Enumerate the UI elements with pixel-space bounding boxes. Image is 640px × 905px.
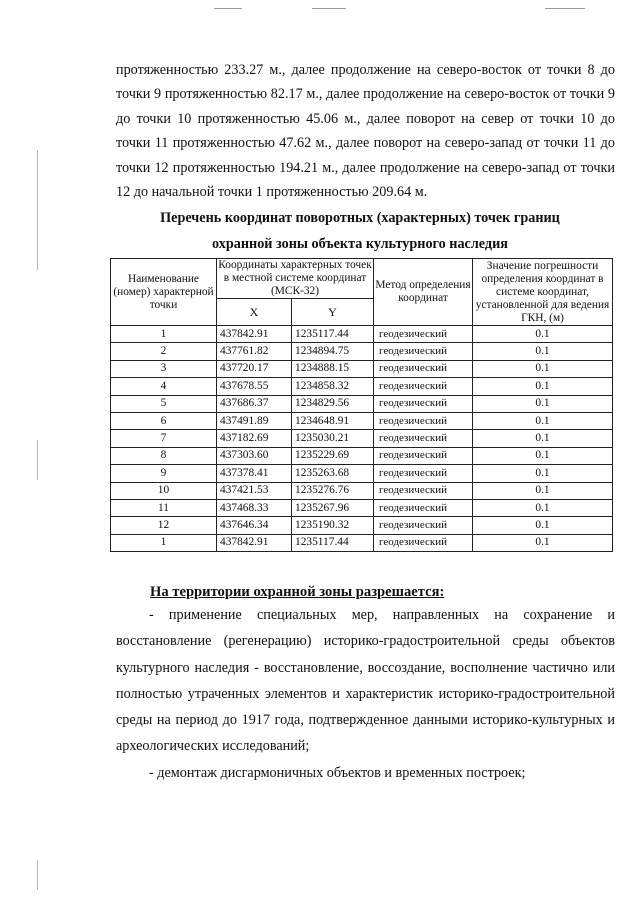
scan-mark (545, 8, 585, 9)
y-coordinate-cell: 1234858.32 (292, 378, 374, 395)
y-coordinate-cell: 1234648.91 (292, 412, 374, 429)
x-coordinate-cell: 437468.33 (217, 499, 292, 516)
accuracy-cell: 0.1 (473, 326, 613, 343)
accuracy-cell: 0.1 (473, 517, 613, 534)
method-cell: геодезический (374, 517, 473, 534)
point-number-cell: 8 (111, 447, 217, 464)
method-cell: геодезический (374, 343, 473, 360)
table-row (111, 360, 613, 377)
x-coordinate-cell: 437182.69 (217, 430, 292, 447)
scan-edge-line (37, 860, 38, 890)
x-coordinate-cell: 437491.89 (217, 412, 292, 429)
accuracy-cell: 0.1 (473, 482, 613, 499)
accuracy-cell: 0.1 (473, 465, 613, 482)
table-row (111, 343, 613, 360)
header-y: Y (292, 299, 374, 326)
method-cell: геодезический (374, 412, 473, 429)
accuracy-cell: 0.1 (473, 395, 613, 412)
point-number-cell: 2 (111, 343, 217, 360)
point-number-cell: 7 (111, 430, 217, 447)
method-cell: геодезический (374, 447, 473, 464)
point-number-cell: 10 (111, 482, 217, 499)
scan-mark (312, 8, 346, 9)
x-coordinate-cell: 437678.55 (217, 378, 292, 395)
y-coordinate-cell: 1235267.96 (292, 499, 374, 516)
point-number-cell: 9 (111, 465, 217, 482)
header-x: X (217, 299, 292, 326)
point-number-cell: 12 (111, 517, 217, 534)
table-row (111, 378, 613, 395)
method-cell: геодезический (374, 499, 473, 516)
y-coordinate-cell: 1234894.75 (292, 343, 374, 360)
table-row (111, 447, 613, 464)
scan-edge-line (37, 150, 38, 270)
accuracy-cell: 0.1 (473, 378, 613, 395)
table-row (111, 465, 613, 482)
scan-edge-line (37, 440, 38, 480)
coordinates-table-body (111, 326, 613, 552)
accuracy-cell: 0.1 (473, 412, 613, 429)
x-coordinate-cell: 437842.91 (217, 326, 292, 343)
x-coordinate-cell: 437842.91 (217, 534, 292, 551)
y-coordinate-cell: 1235263.68 (292, 465, 374, 482)
x-coordinate-cell: 437646.34 (217, 517, 292, 534)
x-coordinate-cell: 437761.82 (217, 343, 292, 360)
intro-text: протяженностью 233.27 м., далее продолжение на северо-восток от точки 8 до точки 9 протяженностью 82.17 м., далее продолжение на северо-восток от точки 9 до точки 10 протяженностью 45.06 м., далее поворот на север от точки 10 до точки 11 протяженностью 47.62 м., далее поворот на северо-запад от точки 11 до точки 12 протяженностью 194.21 м., далее продолжение на северо-запад от точки 12 до начальной точки 1 протяженностью 209.64 м. (116, 62, 615, 201)
method-cell: геодезический (374, 430, 473, 447)
section-title: На территории охранной зоны разрешается: (150, 584, 445, 600)
accuracy-cell: 0.1 (473, 447, 613, 464)
table-heading-line1: Перечень координат поворотных (характерных) точек границ (160, 210, 560, 226)
accuracy-cell: 0.1 (473, 343, 613, 360)
accuracy-cell: 0.1 (473, 534, 613, 551)
permitted-item-1: - применение специальных мер, направленных на сохранение и восстановление (регенерацию) историко-градостроительной среды объектов культурного наследия - восстановление, воссоздание, восполнение частично или полностью утраченных элементов и характеристик историко-градостроительной среды на период до 1917 года, подтвержденное данными историко-культурных и археологических исследований; (116, 607, 615, 755)
x-coordinate-cell: 437720.17 (217, 360, 292, 377)
point-number-cell: 6 (111, 412, 217, 429)
y-coordinate-cell: 1235030.21 (292, 430, 374, 447)
method-cell: геодезический (374, 360, 473, 377)
accuracy-cell: 0.1 (473, 499, 613, 516)
method-cell: геодезический (374, 326, 473, 343)
table-row (111, 482, 613, 499)
permitted-list (116, 602, 615, 786)
intro-paragraph (116, 58, 615, 204)
point-number-cell: 3 (111, 360, 217, 377)
table-row (111, 499, 613, 516)
point-number-cell: 11 (111, 499, 217, 516)
scan-mark (214, 8, 242, 9)
x-coordinate-cell: 437686.37 (217, 395, 292, 412)
y-coordinate-cell: 1235229.69 (292, 447, 374, 464)
y-coordinate-cell: 1235190.32 (292, 517, 374, 534)
method-cell: геодезический (374, 378, 473, 395)
header-method: Метод определения координат (374, 259, 473, 326)
point-number-cell: 1 (111, 534, 217, 551)
permitted-item-2: - демонтаж дисгармоничных объектов и временных построек; (149, 764, 526, 781)
method-cell: геодезический (374, 482, 473, 499)
point-number-cell: 4 (111, 378, 217, 395)
point-number-cell: 5 (111, 395, 217, 412)
method-cell: геодезический (374, 534, 473, 551)
method-cell: геодезический (374, 465, 473, 482)
header-coordinates: Координаты характерных точек в местной системе координат (МСК-32) (218, 259, 372, 297)
table-row (111, 534, 613, 551)
table-row (111, 412, 613, 429)
method-cell: геодезический (374, 395, 473, 412)
table-heading-line2: охранной зоны объекта культурного наследия (212, 236, 508, 252)
y-coordinate-cell: 1235117.44 (292, 326, 374, 343)
header-point-name: Наименование (номер) характерной точки (111, 259, 217, 326)
point-number-cell: 1 (111, 326, 217, 343)
table-row (111, 326, 613, 343)
table-row (111, 517, 613, 534)
table-row (111, 395, 613, 412)
x-coordinate-cell: 437303.60 (217, 447, 292, 464)
y-coordinate-cell: 1235117.44 (292, 534, 374, 551)
accuracy-cell: 0.1 (473, 430, 613, 447)
y-coordinate-cell: 1235276.76 (292, 482, 374, 499)
x-coordinate-cell: 437421.53 (217, 482, 292, 499)
x-coordinate-cell: 437378.41 (217, 465, 292, 482)
y-coordinate-cell: 1234829.56 (292, 395, 374, 412)
header-accuracy: Значение погрешности определения координат в системе координат, установленной для ведения ГКН, (м) (473, 259, 613, 326)
table-row (111, 430, 613, 447)
y-coordinate-cell: 1234888.15 (292, 360, 374, 377)
accuracy-cell: 0.1 (473, 360, 613, 377)
coordinates-table (110, 258, 613, 552)
